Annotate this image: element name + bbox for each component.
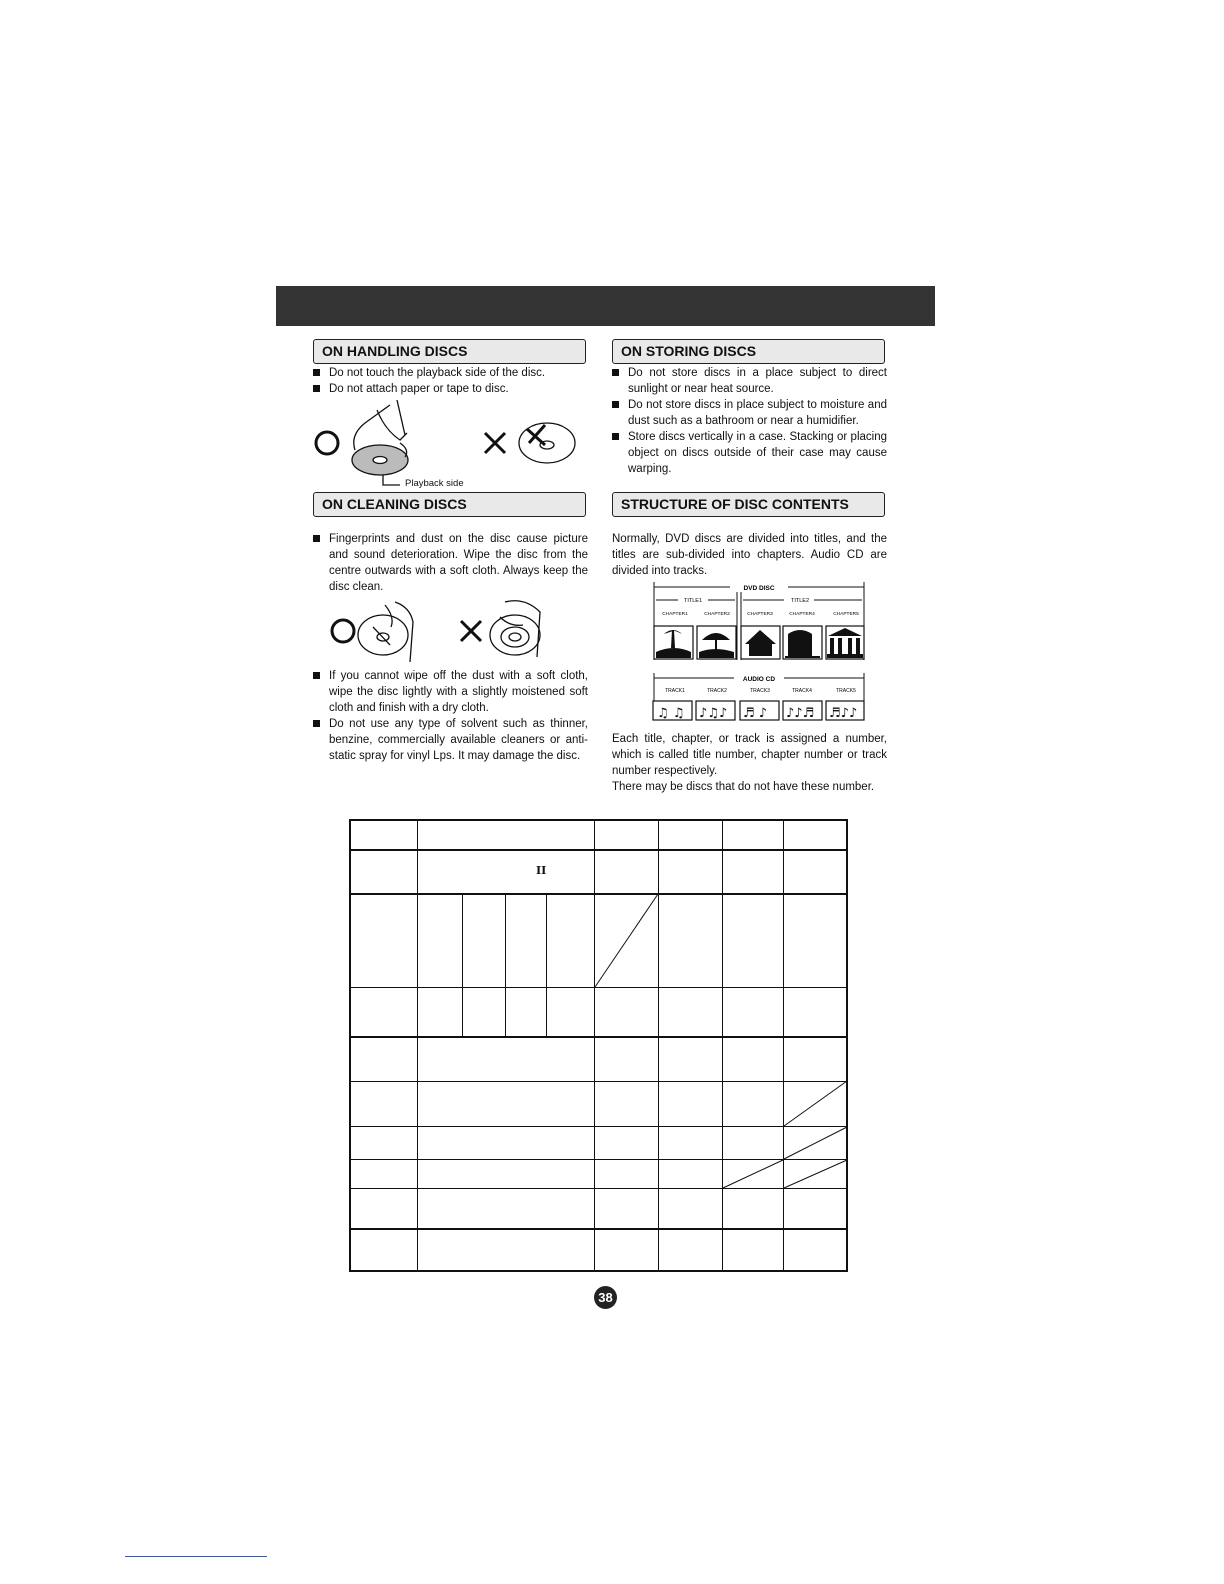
cleaning-list-1 — [313, 531, 588, 595]
title1-label: TITLE1 — [683, 598, 703, 604]
list-item: If you cannot wipe off the dust with a soft cloth, wipe the disc lightly with a slightly moistened soft cloth and finish with a dry cloth. — [313, 668, 588, 716]
circle-ok-icon — [316, 432, 338, 454]
list-item: Do not store discs in place subject to moisture and dust such as a bathroom or near a humidifier. — [612, 397, 887, 429]
title2-label: TITLE2 — [790, 598, 810, 604]
footer-line — [125, 1556, 267, 1557]
circle-ok-icon — [332, 620, 354, 642]
list-item: Fingerprints and dust on the disc cause picture and sound deterioration. Wipe the disc from the centre outwards with a soft cloth. Always keep the disc clean. — [313, 531, 588, 595]
cleaning-list-2 — [313, 668, 588, 764]
dvd-structure-diagram — [650, 582, 868, 662]
handling-title: ON HANDLING DISCS — [313, 339, 586, 364]
audio-cd-label: AUDIO CD — [742, 676, 776, 683]
storing-title: ON STORING DISCS — [612, 339, 885, 364]
list-item: Do not touch the playback side of the disc. — [313, 365, 593, 381]
list-item: Do not store discs in a place subject to direct sunlight or near heat source. — [612, 365, 887, 397]
chapter3-label: CHAPTER3 — [747, 612, 773, 617]
audio-cd-structure-diagram — [650, 673, 868, 723]
track3-label: TRACK3 — [750, 688, 770, 694]
structure-outro-note: There may be discs that do not have these number. — [612, 781, 875, 793]
cleaning-title: ON CLEANING DISCS — [313, 492, 586, 517]
chapter1-label: CHAPTER1 — [662, 612, 688, 617]
chapter5-label: CHAPTER5 — [833, 612, 859, 617]
handling-list — [313, 365, 593, 397]
page-number-badge: 38 — [594, 1286, 617, 1309]
playback-side-label: Playback side — [405, 478, 464, 489]
track4-label: TRACK4 — [792, 688, 812, 694]
structure-outro-text: Each title, chapter, or track is assigned a number, which is called title number, chapter number or track number respectively. — [612, 733, 887, 777]
hand-wiping-circular-icon — [490, 601, 540, 657]
music-notes-icon: ♬♪♪ — [829, 706, 858, 721]
disc-with-tape-icon — [519, 423, 575, 463]
music-notes-icon: ♬ ♪ — [743, 706, 768, 721]
music-notes-icon: ♫ ♫ — [657, 706, 685, 721]
music-notes-icon: ♪♫♪ — [699, 706, 728, 721]
structure-intro: Normally, DVD discs are divided into titles, and the titles are sub-divided into chapters. Audio CD are divided into tracks. — [612, 533, 887, 577]
structure-title: STRUCTURE OF DISC CONTENTS — [612, 492, 885, 517]
structure-outro — [612, 731, 887, 795]
hand-wiping-disc-icon — [358, 602, 413, 662]
list-item: Do not attach paper or tape to disc. — [313, 381, 593, 397]
list-item: Do not use any type of solvent such as thinner, benzine, commercially available cleaners or anti-static spray for vinyl Lps. It may damage the disc. — [313, 716, 588, 764]
list-item: Store discs vertically in a case. Stacking or placing object on discs outside of their case may cause warping. — [612, 429, 887, 477]
cross-ng-icon — [485, 433, 505, 453]
track5-label: TRACK5 — [836, 688, 856, 694]
header-bar — [276, 286, 935, 326]
track1-label: TRACK1 — [665, 688, 685, 694]
track2-label: TRACK2 — [707, 688, 727, 694]
cleaning-illustration — [325, 597, 555, 665]
music-notes-icon: ♪♪♬ — [786, 706, 815, 721]
hand-holding-disc-icon — [352, 400, 408, 485]
dvd-disc-label: DVD DISC — [743, 585, 775, 592]
cross-ng-icon — [461, 621, 481, 641]
table-diagonals — [349, 819, 848, 1272]
chapter2-label: CHAPTER2 — [704, 612, 730, 617]
roman-mark: II — [536, 864, 547, 877]
storing-list — [612, 365, 887, 477]
chapter4-label: CHAPTER4 — [789, 612, 815, 617]
